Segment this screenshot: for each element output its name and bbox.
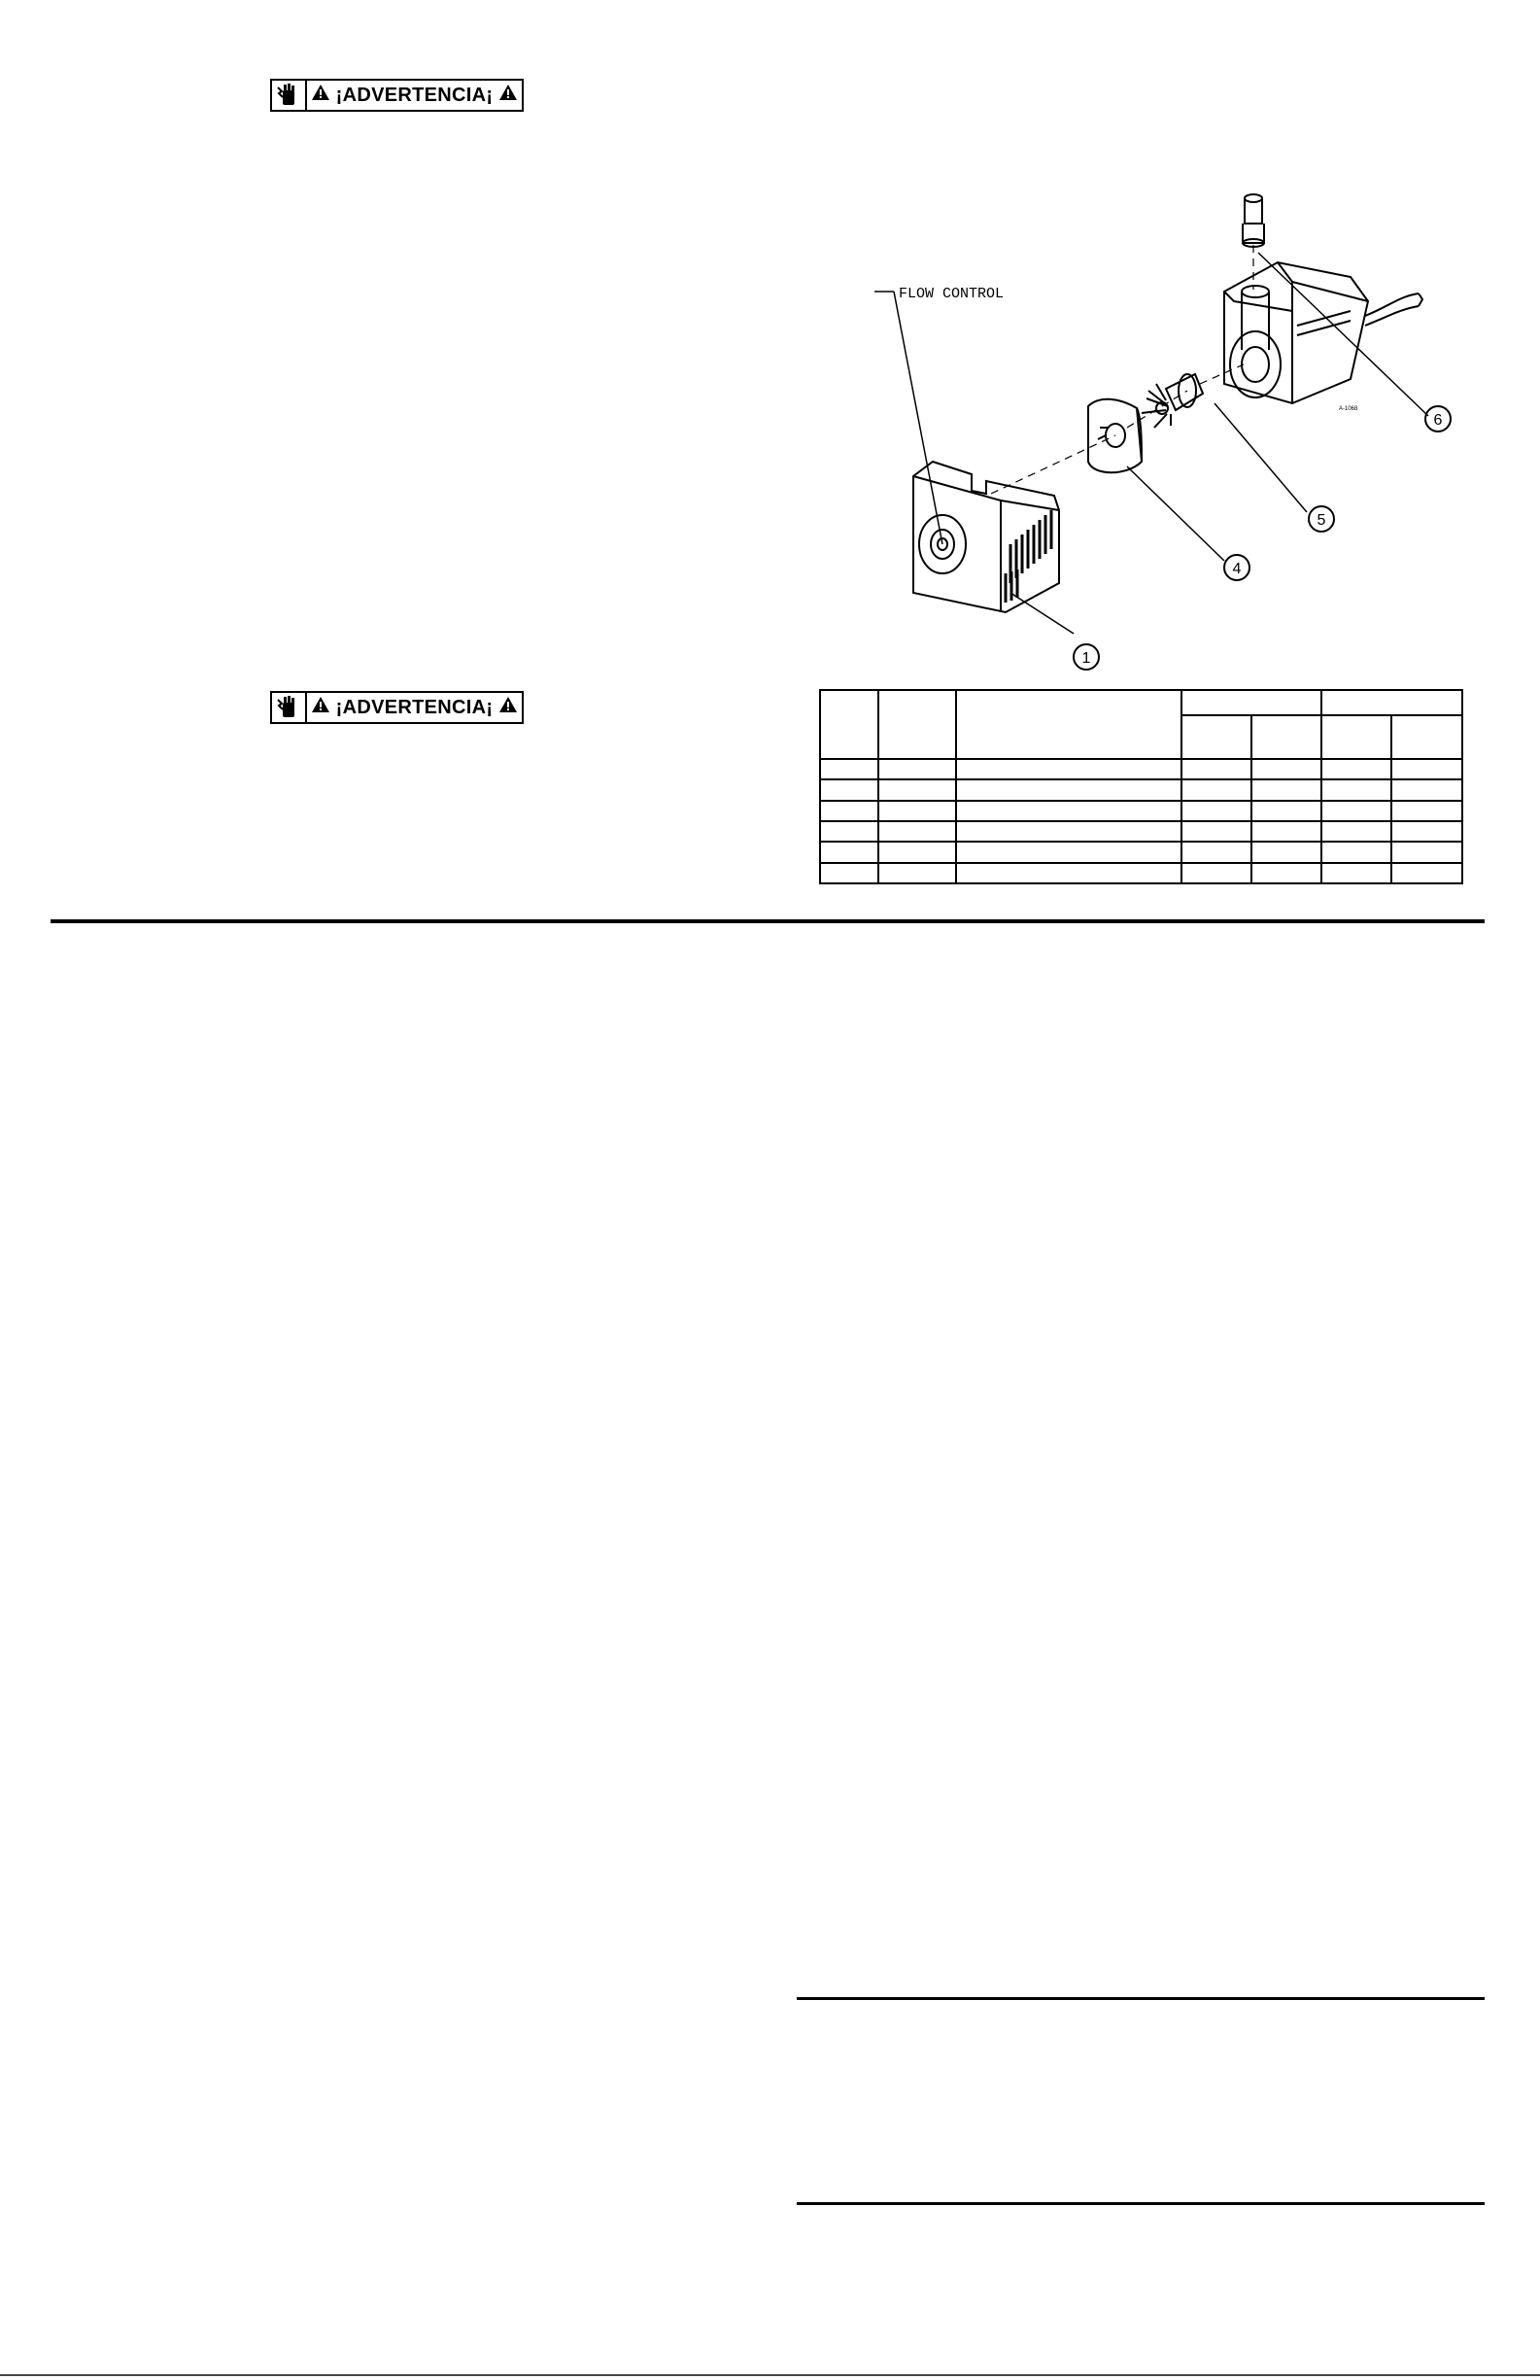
flow-control-label: FLOW CONTROL: [899, 286, 1005, 302]
table-row: [820, 863, 1462, 883]
section-divider: [797, 2202, 1485, 2205]
section-divider: [797, 1997, 1485, 2000]
warning-banner-bottom: [270, 691, 524, 724]
callout-6: 6: [1433, 412, 1443, 429]
warning-triangle-icon: [498, 84, 518, 107]
warning-triangle-icon: [311, 696, 330, 719]
impeller-part: [1142, 374, 1203, 428]
table-row: [820, 759, 1462, 779]
front-cover-part: [913, 462, 1059, 612]
hand-hazard-icon: [272, 81, 307, 110]
table-row: [820, 779, 1462, 800]
section-divider: [51, 919, 1485, 923]
table-row: [820, 801, 1462, 821]
warning-label: ¡ADVERTENCIA¡: [335, 84, 494, 106]
warning-triangle-icon: [311, 84, 330, 107]
table-header-row: [820, 690, 1462, 715]
callout-5: 5: [1317, 512, 1326, 529]
footer-divider: [0, 2374, 1540, 2376]
drawing-code: A-1068: [1339, 406, 1358, 412]
warning-banner-top: [270, 79, 524, 112]
parts-list-table: [819, 689, 1463, 884]
warning-triangle-icon: [498, 696, 518, 719]
table-row: [820, 842, 1462, 862]
nozzle-part: [1243, 194, 1264, 247]
pump-exploded-diagram: [806, 185, 1467, 690]
warning-label: ¡ADVERTENCIA¡: [335, 696, 494, 718]
callout-4: 4: [1232, 561, 1242, 577]
hand-hazard-icon: [272, 693, 307, 722]
table-row: [820, 821, 1462, 842]
callout-1: 1: [1081, 650, 1091, 667]
